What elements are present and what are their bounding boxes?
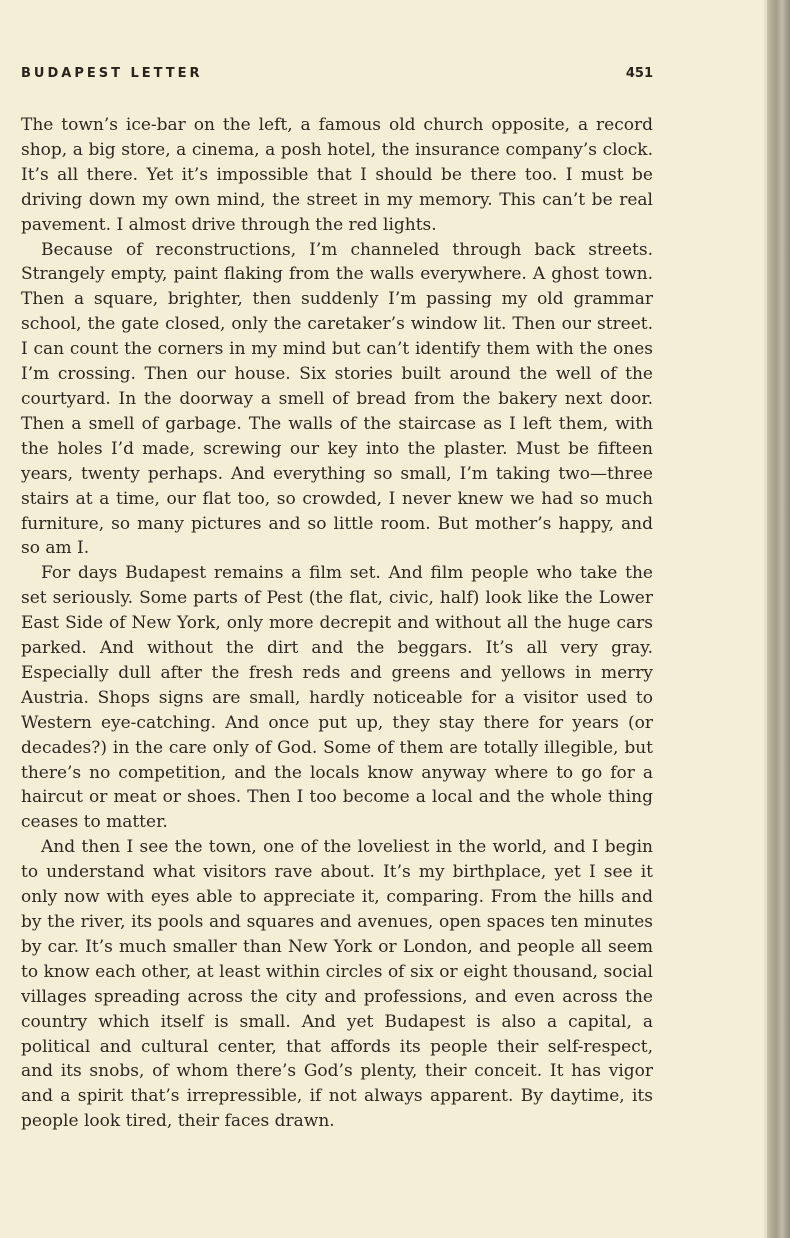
book-binding-edge <box>764 0 790 1238</box>
paragraph-1: The town’s ice-bar on the left, a famous old church opposite, a record shop, a big store, a cinema, a posh hotel, the insurance company’s clock. It’s all there. Yet it’s impossible that I should be there too. I must be driving down my own mind, the street in my memory. This can’t be real pavement. I almost drive through the red lights. <box>21 115 653 235</box>
paragraph-2: Because of reconstructions, I’m channeled through back streets. Strangely empty, paint flaking from the walls everywhere. A ghost town. Then a square, brighter, then suddenly I’m passing my old grammar school, the gate closed, only the caretaker’s window lit. Then our street. I can count the corners in my mind but can’t identify them with the ones I’m crossing. Then our house. Six stories built around the well of the courtyard. In the doorway a smell of bread from the bakery next door. Then a smell of garbage. The walls of the staircase as I left them, with the holes I’d made, screwing our key into the plaster. Must be fifteen years, twenty perhaps. And everything so small, I’m taking two—three stairs at a time, our flat too, so crowded, I never knew we had so much furniture, so many pictures and so little room. But mother’s happy, and so am I. <box>21 239 653 559</box>
running-title: BUDAPEST LETTER <box>21 66 203 81</box>
paragraph-3: For days Budapest remains a film set. And film people who take the set seriously. Some parts of Pest (the flat, civic, half) look like the Lower East Side of New York, only more decrepit and without all the huge cars parked. And without the dirt and the beggars. It’s all very gray. Especially dull after the fresh reds and greens and yellows in merry Austria. Shops signs are small, hardly noticeable for a visitor used to Western eye-catching. And once put up, they stay there for years (or decades?) in the care only of God. Some of them are totally illegible, but there’s no competition, and the locals know anyway where to go for a haircut or meat or shoes. Then I too become a local and the whole thing ceases to matter. <box>21 563 653 833</box>
paragraph-4: And then I see the town, one of the loveliest in the world, and I begin to understand what visitors rave about. It’s my birthplace, yet I see it only now with eyes able to appreciate it, comparing. From the hills and by the river, its pools and squares and avenues, open spaces ten minutes by car. It’s much smaller than New York or London, and people all seem to know each other, at least within circles of six or eight thousand, social villages spreading across the city and professions, and even across the country which itself is small. And yet Budapest is also a capital, a political and cultural center, that affords its people their self-respect, and its snobs, of whom there’s God’s plenty, their conceit. It has vigor and a spirit that’s irrepressible, if not always apparent. By daytime, its people look tired, their faces drawn. <box>21 837 653 1132</box>
body-text <box>21 113 653 1134</box>
page-number: 451 <box>625 66 653 81</box>
